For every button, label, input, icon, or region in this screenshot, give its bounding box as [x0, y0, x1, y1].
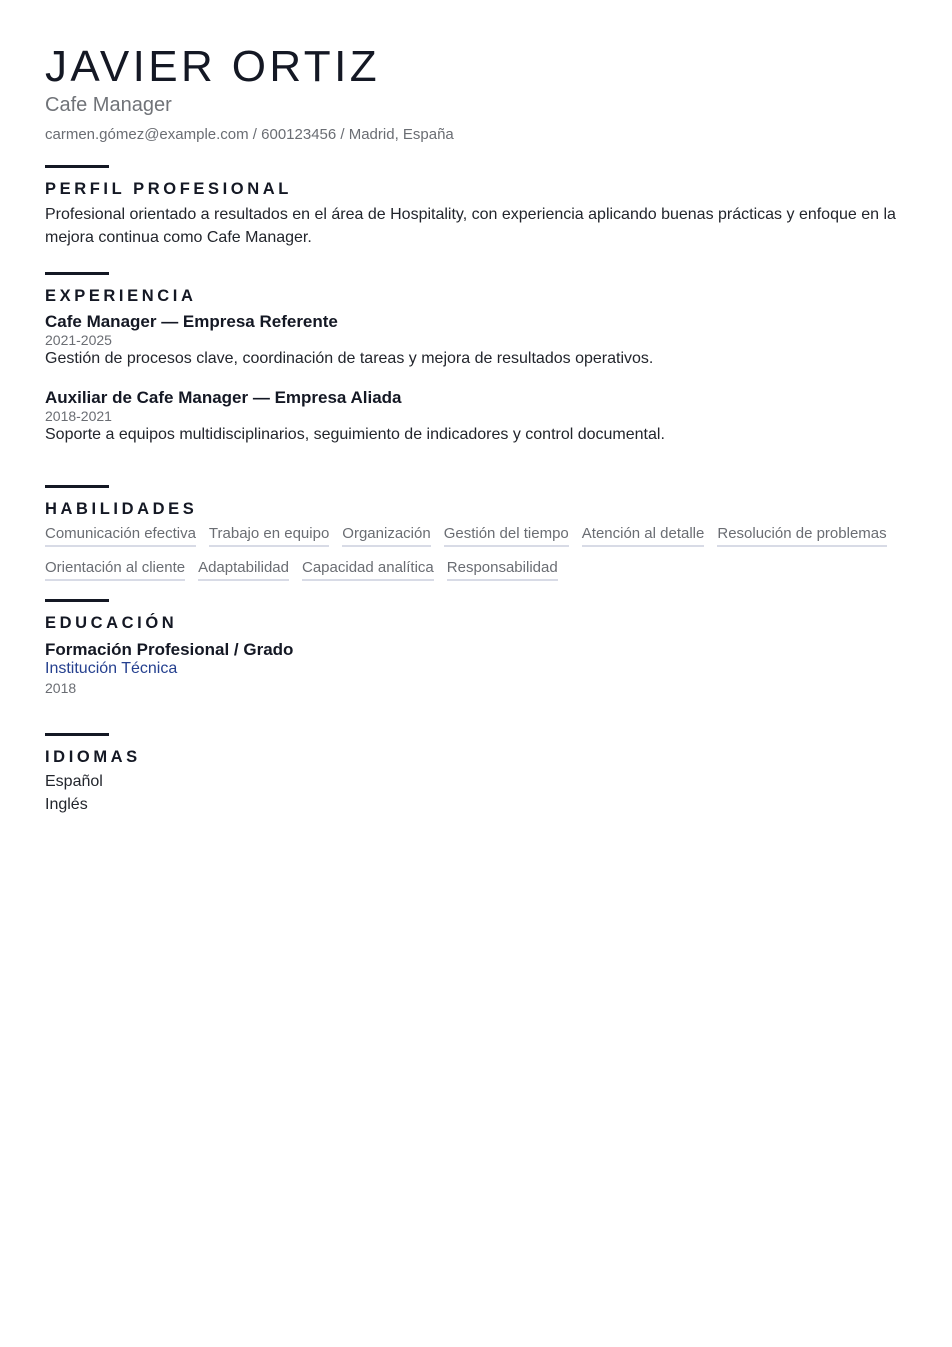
skill-tag: Gestión del tiempo	[444, 524, 569, 547]
skill-tag: Orientación al cliente	[45, 558, 185, 581]
languages-section	[45, 733, 907, 816]
candidate-name: JAVIER ORTIZ	[45, 42, 380, 91]
section-title-profile: PERFIL PROFESIONAL	[45, 180, 292, 198]
skill-tag: Responsabilidad	[447, 558, 558, 581]
job-dates: 2018-2021	[45, 408, 112, 424]
education-section	[45, 599, 907, 698]
section-title-skills: HABILIDADES	[45, 500, 198, 518]
skill-tag: Comunicación efectiva	[45, 524, 196, 547]
skills-list	[45, 524, 907, 581]
job-title: Auxiliar de Cafe Manager — Empresa Aliada	[45, 388, 402, 407]
languages-list	[45, 770, 907, 816]
section-title-education: EDUCACIÓN	[45, 614, 178, 632]
education-degree: Formación Profesional / Grado	[45, 640, 294, 659]
job-description: Gestión de procesos clave, coordinación de tareas y mejora de resultados operativos.	[45, 350, 654, 367]
profile-text: Profesional orientado a resultados en el área de Hospitality, con experiencia aplicando buenas prácticas y enfoque en la mejora continua como Cafe Manager.	[45, 206, 896, 246]
skill-tag: Atención al detalle	[582, 524, 705, 547]
experience-item	[45, 387, 907, 446]
section-divider	[45, 485, 109, 488]
skills-section	[45, 485, 907, 581]
profile-section	[45, 165, 907, 249]
section-divider	[45, 272, 109, 275]
skill-tag: Trabajo en equipo	[209, 524, 329, 547]
education-year: 2018	[45, 680, 77, 696]
skill-tag: Adaptabilidad	[198, 558, 289, 581]
education-institution: Institución Técnica	[45, 660, 178, 677]
section-divider	[45, 733, 109, 736]
language-item: Español	[45, 773, 103, 790]
experience-section	[45, 272, 907, 446]
language-item: Inglés	[45, 796, 88, 813]
experience-item	[45, 311, 907, 370]
candidate-role: Cafe Manager	[45, 94, 172, 116]
section-divider	[45, 599, 109, 602]
section-divider	[45, 165, 109, 168]
job-description: Soporte a equipos multidisciplinarios, seguimiento de indicadores y control documental.	[45, 426, 665, 443]
education-item	[45, 639, 907, 698]
job-title: Cafe Manager — Empresa Referente	[45, 312, 338, 331]
skill-tag: Organización	[342, 524, 430, 547]
skill-tag: Resolución de problemas	[717, 524, 886, 547]
skill-tag: Capacidad analítica	[302, 558, 434, 581]
job-dates: 2021-2025	[45, 332, 112, 348]
section-title-languages: IDIOMAS	[45, 748, 141, 766]
contact-line: carmen.gómez@example.com / 600123456 / Madrid, España	[45, 126, 454, 143]
section-title-experience: EXPERIENCIA	[45, 287, 197, 305]
